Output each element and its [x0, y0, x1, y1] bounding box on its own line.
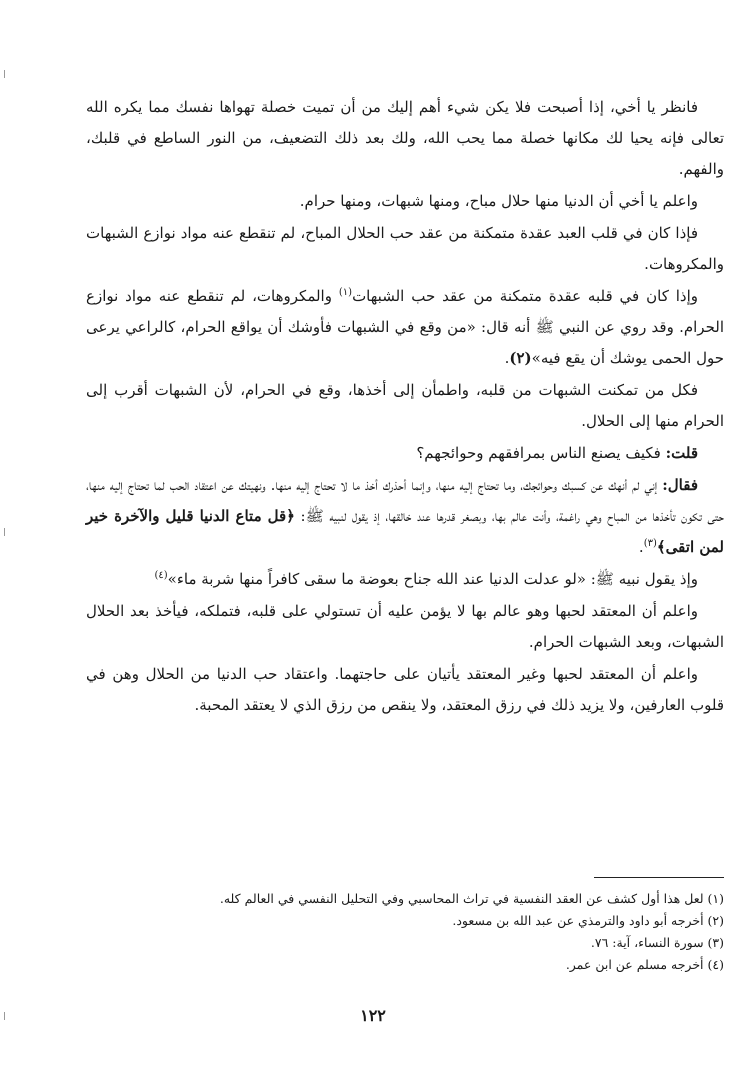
main-text [86, 92, 724, 722]
paragraph-text: . [638, 538, 644, 556]
paragraph [86, 564, 724, 595]
footnote-divider [594, 877, 724, 878]
paragraph [86, 470, 724, 563]
paragraph-text: . [504, 349, 510, 367]
footnotes [86, 888, 724, 976]
paragraph [86, 438, 724, 469]
footnote-ref[interactable]: (١) [338, 287, 353, 298]
footnote: (٢) أخرجه أبو داود والترمذي عن عبد الله بن مسعود. [452, 913, 724, 928]
paragraph: واعلم يا أخي أن الدنيا منها حلال مباح، ومنها شبهات، ومنها حرام. [299, 192, 698, 210]
footnote-ref[interactable]: (٢) [509, 349, 532, 367]
paragraph: فانظر يا أخي، إذا أصبحت فلا يكن شيء أهم إليك من أن تميت خصلة تهواها نفسك مما يكره الله تعالى فإنه يحيا لك مكانها خصلة مما يحب الله، ولك بعد ذلك التضعيف، من النور الساطع في قلبك، والفهم. [86, 98, 724, 178]
edge-mark [4, 70, 5, 78]
speaker-label: فقال: [662, 476, 698, 494]
paragraph [86, 281, 724, 374]
paragraph: فكل من تمكنت الشبهات من قلبه، واطمأن إلى أخذها، وقع في الحرام، لأن الشبهات أقرب إلى الحرام منها إلى الحلال. [86, 381, 724, 430]
footnote-ref[interactable]: (٣) [643, 538, 657, 549]
paragraph: واعلم أن المعتقد لحبها وهو عالم بها لا يؤمن عليه أن تستولي على قلبه، فتملكه، فيأخذ بعد الحلال الشبهات، وبعد الشبهات الحرام. [86, 602, 724, 651]
paragraph: واعلم أن المعتقد لحبها وغير المعتقد يأتيان على حاجتهما. واعتقاد حب الدنيا من الحلال وهن في قلوب العارفين، ولا يزيد ذلك في رزق المعتقد، ولا ينقص من رزق الذي لا يعتقد المحبة. [86, 665, 724, 714]
paragraph-text: وإذ يقول نبيه ﷺ: «لو عدلت الدنيا عند الله جناح بعوضة ما سقى كافراً منها شربة ماء» [167, 570, 698, 588]
paragraph-text: وإذا كان في قلبه عقدة متمكنة من عقد حب الشبهات [352, 287, 699, 305]
footnote-ref[interactable]: (٤) [154, 570, 168, 581]
speaker-label: قلت: [665, 444, 698, 462]
page-number: ١٢٢ [360, 1006, 386, 1025]
paragraph-text: والمكروهات، لم تنقطع عنه مواد نوازع الحرام. وقد روي عن النبي ﷺ أنه قال: «من وقع في الشبهات فأوشك أن يواقع الحرام، كالراعي يرعى حول الحمى يوشك أن يقع فيه» [86, 287, 724, 367]
edge-mark [4, 528, 5, 536]
footnote: (٤) أخرجه مسلم عن ابن عمر. [565, 957, 724, 972]
footnote: (٣) سورة النساء، آية: ٧٦. [590, 935, 724, 950]
paragraph: فإذا كان في قلب العبد عقدة متمكنة من عقد حب الحلال المباح، لم تنقطع عنه مواد نوازع الشبهات والمكروهات. [86, 224, 724, 273]
footnote: (١) لعل هذا أول كشف عن العقد النفسية في تراث المحاسبي وفي التحليل النفسي في العالم كله. [219, 891, 724, 906]
paragraph-text: فكيف يصنع الناس بمرافقهم وحوائجهم؟ [416, 444, 666, 462]
paragraph-text: إني لم أنهك عن كسبك وحوائجك، وما تحتاج إليه منها، وإنما أحذرك أخذ ما لا تحتاج إليه منها. ونهيتك عن اعتقاد الحب لما تحتاج إليه منها، حتى تكون تأخذها من المباح وهي راغمة، وأنت عالم بها، وبصغر قدرها عند خالقها، إذ يقول لنبيه ﷺ: [86, 476, 724, 525]
quran-quote: ﴿قل متاع الدنيا قليل والآخرة خير لمن اتقى﴾ [86, 507, 724, 556]
